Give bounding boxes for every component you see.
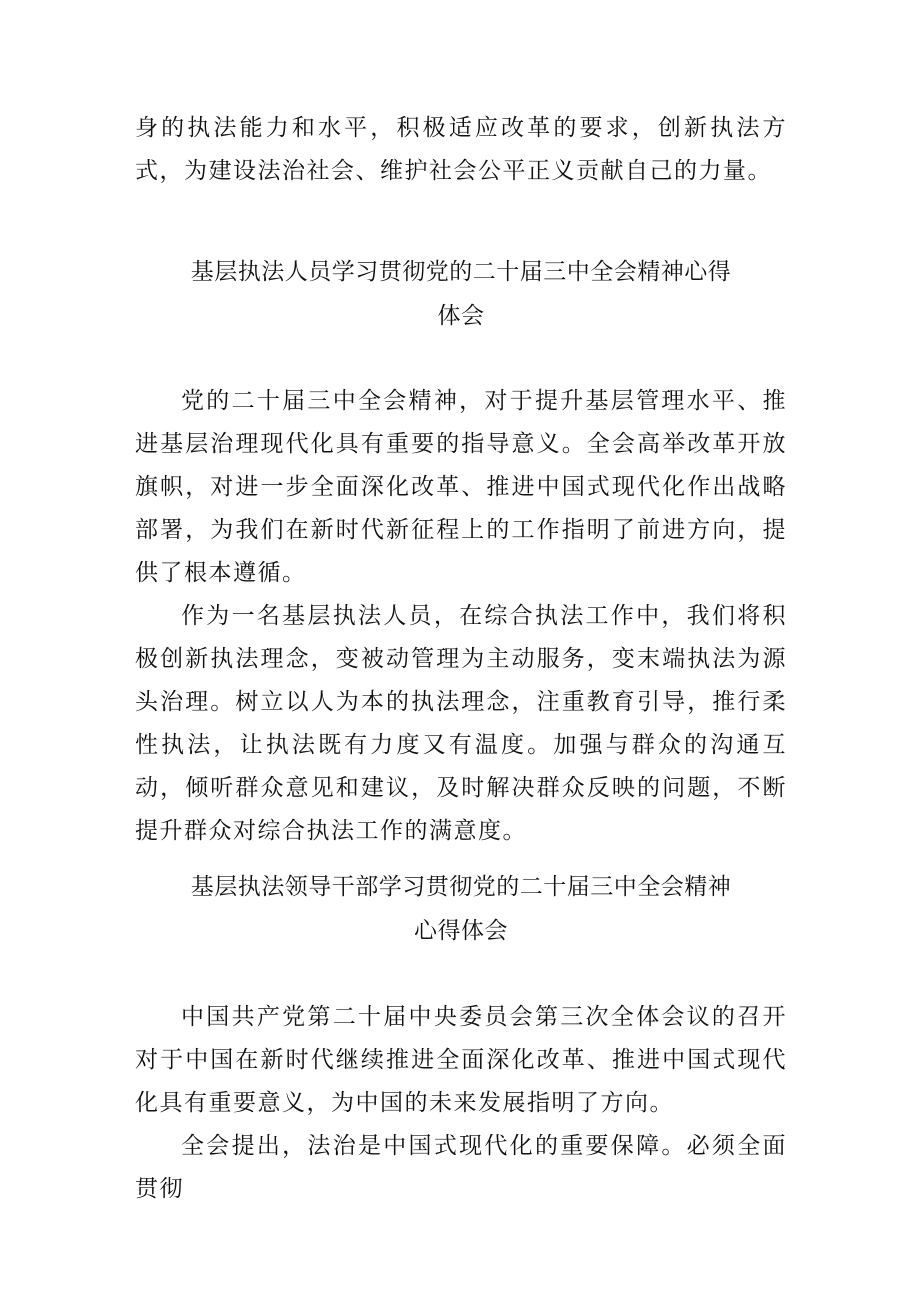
section1-title-line1: 基层执法人员学习贯彻党的二十届三中全会精神心得 <box>190 259 732 285</box>
section1-title-line2: 体会 <box>437 303 485 329</box>
section2-paragraph-2: 全会提出，法治是中国式现代化的重要保障。必须全面贯彻 <box>135 1133 787 1202</box>
section2-title-line1: 基层执法领导干部学习贯彻党的二十届三中全会精神 <box>190 874 732 900</box>
section1-paragraph-1: 党的二十届三中全会精神，对于提升基层管理水平、推进基层治理现代化具有重要的指导意义。全会高举改革开放旗帜，对进一步全面深化改革、推进中国式现代化作出战略部署，为我们在新时代新征程上的工作指明了前进方向，提供了根本遵循。 <box>135 388 787 586</box>
intro-text-block <box>135 107 787 193</box>
section2-title-line2: 心得体会 <box>414 918 508 944</box>
intro-paragraph: 身的执法能力和水平，积极适应改革的要求，创新执法方式，为建设法治社会、维护社会公平正义贡献自己的力量。 <box>135 115 787 184</box>
section2-body <box>135 996 787 1211</box>
section1-body <box>135 380 787 853</box>
section1-title <box>135 250 787 338</box>
section1-paragraph-2: 作为一名基层执法人员，在综合执法工作中，我们将积极创新执法理念，变被动管理为主动服务，变末端执法为源头治理。树立以人为本的执法理念，注重教育引导，推行柔性执法，让执法既有力度又有温度。加强与群众的沟通互动，倾听群众意见和建议，及时解决群众反映的问题，不断提升群众对综合执法工作的满意度。 <box>135 603 787 844</box>
section2-paragraph-1: 中国共产党第二十届中央委员会第三次全体会议的召开对于中国在新时代继续推进全面深化改革、推进中国式现代化具有重要意义，为中国的未来发展指明了方向。 <box>135 1004 787 1116</box>
section2-title <box>135 865 787 953</box>
